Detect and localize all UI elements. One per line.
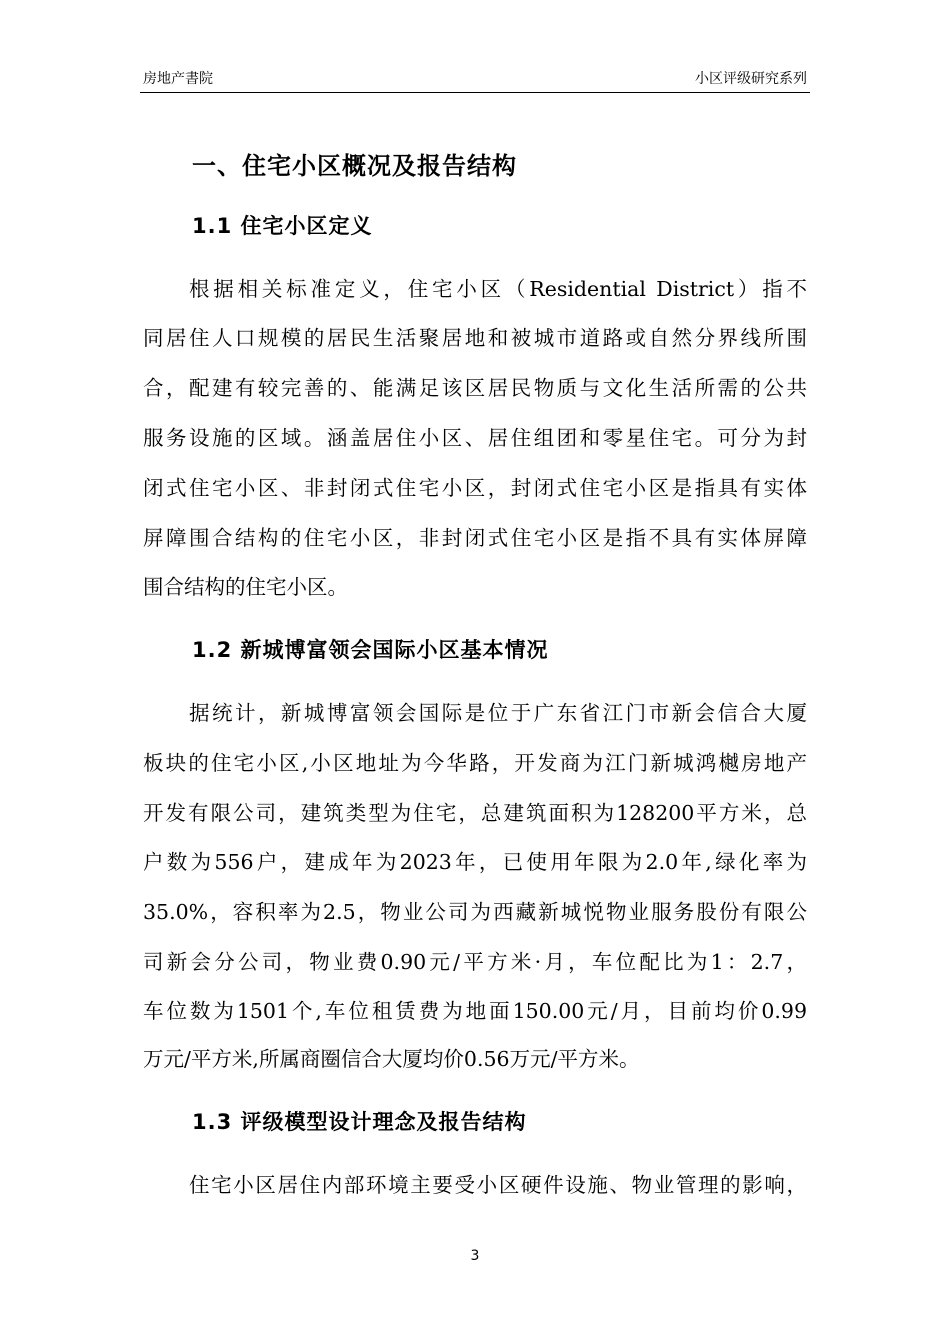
page-number: 3	[470, 1248, 480, 1264]
section-heading: 1.1 住宅小区定义	[192, 214, 373, 238]
paragraph-line: 围合结构的住宅小区。	[143, 575, 348, 599]
section-heading: 1.3 评级模型设计理念及报告结构	[192, 1110, 527, 1134]
paragraph-line: 屏障围合结构的住宅小区，非封闭式住宅小区是指不具有实体屏障	[143, 526, 807, 550]
paragraph-line: 闭式住宅小区、非封闭式住宅小区，封闭式住宅小区是指具有实体	[143, 476, 807, 500]
paragraph-line: 同居住人口规模的居民生活聚居地和被城市道路或自然分界线所围	[143, 326, 807, 350]
paragraph-line: 住宅小区居住内部环境主要受小区硬件设施、物业管理的影响，	[189, 1173, 807, 1197]
paragraph-line: 户数为556户，建成年为2023年，已使用年限为2.0年,绿化率为	[143, 850, 807, 874]
chapter-title: 一、住宅小区概况及报告结构	[192, 152, 517, 180]
paragraph-line: 服务设施的区域。涵盖居住小区、居住组团和零星住宅。可分为封	[143, 426, 807, 450]
header-left: 房地产書院	[143, 71, 213, 87]
header-right: 小区评级研究系列	[695, 71, 807, 87]
paragraph-line: 开发有限公司，建筑类型为住宅，总建筑面积为128200平方米，总	[143, 801, 807, 825]
paragraph-line: 合，配建有较完善的、能满足该区居民物质与文化生活所需的公共	[143, 376, 807, 400]
paragraph-line: 司新会分公司，物业费0.90元/平方米·月，车位配比为1：2.7，	[143, 950, 807, 974]
section-heading: 1.2 新城博富领会国际小区基本情况	[192, 638, 549, 662]
paragraph-line: 万元/平方米,所属商圈信合大厦均价0.56万元/平方米。	[143, 1047, 640, 1071]
header-divider	[140, 92, 810, 93]
paragraph-line: 车位数为1501个,车位租赁费为地面150.00元/月，目前均价0.99	[143, 999, 807, 1023]
paragraph-line: 35.0%，容积率为2.5，物业公司为西藏新城悦物业服务股份有限公	[143, 900, 807, 924]
paragraph-line: 据统计，新城博富领会国际是位于广东省江门市新会信合大厦	[189, 701, 807, 725]
paragraph-line: 根据相关标准定义，住宅小区（Residential District）指不	[189, 277, 807, 301]
paragraph-line: 板块的住宅小区,小区地址为今华路，开发商为江门新城鸿樾房地产	[143, 751, 807, 775]
